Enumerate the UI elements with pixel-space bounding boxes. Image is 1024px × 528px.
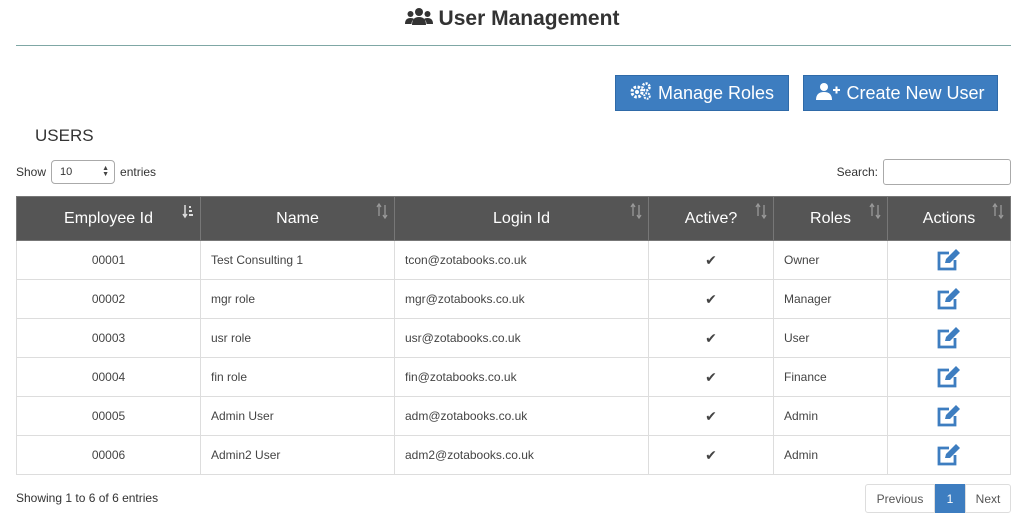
login-id-cell: mgr@zotabooks.co.uk bbox=[395, 280, 649, 319]
col-active-label: Active? bbox=[684, 209, 738, 227]
sort-asc-icon bbox=[182, 203, 194, 219]
gears-icon bbox=[630, 82, 658, 105]
create-user-button[interactable] bbox=[803, 75, 998, 111]
col-roles[interactable] bbox=[774, 197, 888, 241]
table-row bbox=[17, 241, 1011, 280]
page-title: User Management bbox=[438, 7, 620, 30]
name-cell: usr role bbox=[201, 319, 395, 358]
sort-both-icon bbox=[992, 203, 1004, 219]
manage-roles-button[interactable] bbox=[615, 75, 789, 111]
col-employee-id-label: Employee Id bbox=[64, 209, 153, 227]
name-cell: mgr role bbox=[201, 280, 395, 319]
next-page-button[interactable]: Next bbox=[965, 484, 1011, 513]
col-login-id[interactable] bbox=[395, 197, 649, 241]
previous-page-button[interactable]: Previous bbox=[865, 484, 935, 513]
active-check-icon: ✔ bbox=[649, 319, 774, 358]
pagination bbox=[865, 484, 1011, 513]
edit-icon[interactable] bbox=[888, 319, 1011, 358]
show-label: Show bbox=[16, 165, 47, 179]
active-check-icon: ✔ bbox=[649, 436, 774, 475]
table-row bbox=[17, 436, 1011, 475]
sort-both-icon bbox=[376, 203, 388, 219]
name-cell: Test Consulting 1 bbox=[201, 241, 395, 280]
col-name-label: Name bbox=[276, 209, 319, 227]
active-check-icon: ✔ bbox=[649, 241, 774, 280]
active-check-icon: ✔ bbox=[649, 280, 774, 319]
search-label: Search: bbox=[836, 165, 878, 179]
edit-icon[interactable] bbox=[888, 436, 1011, 475]
login-id-cell: usr@zotabooks.co.uk bbox=[395, 319, 649, 358]
table-row bbox=[17, 397, 1011, 436]
user-plus-icon bbox=[816, 82, 846, 105]
col-actions[interactable] bbox=[888, 197, 1011, 241]
role-cell: Admin bbox=[774, 436, 888, 475]
edit-icon[interactable] bbox=[888, 358, 1011, 397]
employee-id-cell: 00003 bbox=[17, 319, 201, 358]
entries-select[interactable] bbox=[51, 160, 115, 184]
users-table bbox=[16, 196, 1011, 475]
sort-both-icon bbox=[630, 203, 642, 219]
manage-roles-label: Manage Roles bbox=[657, 82, 775, 103]
col-login-id-label: Login Id bbox=[493, 209, 550, 227]
name-cell: Admin User bbox=[201, 397, 395, 436]
sort-both-icon bbox=[755, 203, 767, 219]
length-menu bbox=[16, 159, 156, 185]
table-row bbox=[17, 280, 1011, 319]
table-header-row bbox=[17, 197, 1011, 241]
entries-select-value: 10 bbox=[60, 166, 73, 178]
sort-both-icon bbox=[869, 203, 881, 219]
login-id-cell: adm@zotabooks.co.uk bbox=[395, 397, 649, 436]
search-area bbox=[837, 159, 1011, 185]
edit-icon[interactable] bbox=[888, 241, 1011, 280]
employee-id-cell: 00002 bbox=[17, 280, 201, 319]
col-employee-id[interactable] bbox=[17, 197, 201, 241]
role-cell: User bbox=[774, 319, 888, 358]
employee-id-cell: 00004 bbox=[17, 358, 201, 397]
active-check-icon: ✔ bbox=[649, 397, 774, 436]
col-actions-label: Actions bbox=[922, 209, 976, 227]
create-user-label: Create New User bbox=[846, 82, 985, 103]
users-icon bbox=[405, 7, 433, 32]
role-cell: Owner bbox=[774, 241, 888, 280]
section-title: USERS bbox=[35, 126, 94, 145]
employee-id-cell: 00006 bbox=[17, 436, 201, 475]
header-divider bbox=[16, 45, 1011, 46]
table-row bbox=[17, 358, 1011, 397]
role-cell: Finance bbox=[774, 358, 888, 397]
name-cell: fin role bbox=[201, 358, 395, 397]
role-cell: Manager bbox=[774, 280, 888, 319]
search-input[interactable] bbox=[883, 159, 1011, 185]
select-arrows-icon: ▲ ▼ bbox=[102, 165, 110, 178]
table-row bbox=[17, 319, 1011, 358]
col-roles-label: Roles bbox=[810, 209, 851, 227]
role-cell: Admin bbox=[774, 397, 888, 436]
login-id-cell: tcon@zotabooks.co.uk bbox=[395, 241, 649, 280]
employee-id-cell: 00001 bbox=[17, 241, 201, 280]
employee-id-cell: 00005 bbox=[17, 397, 201, 436]
name-cell: Admin2 User bbox=[201, 436, 395, 475]
col-name[interactable] bbox=[201, 197, 395, 241]
table-info: Showing 1 to 6 of 6 entries bbox=[16, 491, 159, 505]
page-1-button[interactable]: 1 bbox=[935, 484, 965, 513]
edit-icon[interactable] bbox=[888, 397, 1011, 436]
active-check-icon: ✔ bbox=[649, 358, 774, 397]
login-id-cell: fin@zotabooks.co.uk bbox=[395, 358, 649, 397]
entries-label: entries bbox=[120, 165, 157, 179]
login-id-cell: adm2@zotabooks.co.uk bbox=[395, 436, 649, 475]
col-active[interactable] bbox=[649, 197, 774, 241]
page-header bbox=[0, 6, 1024, 32]
edit-icon[interactable] bbox=[888, 280, 1011, 319]
